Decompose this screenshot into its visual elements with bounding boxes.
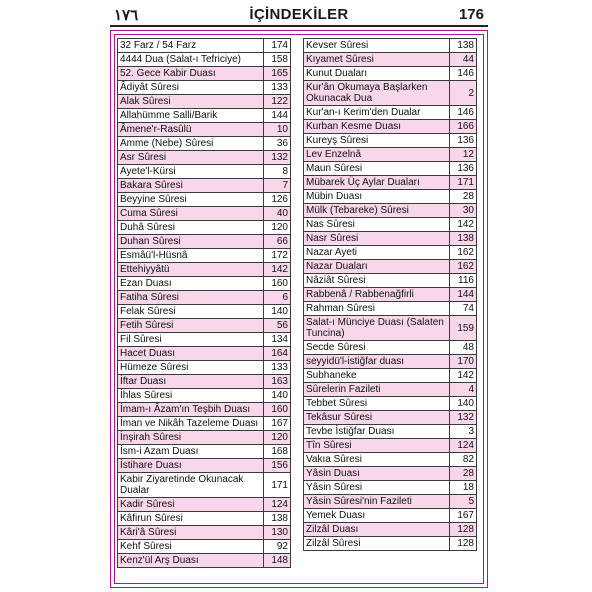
toc-entry-page: 142 — [457, 370, 474, 381]
toc-entry-page: 162 — [457, 247, 474, 258]
toc-entry-title: Tevbe İstiğfar Duası — [304, 425, 450, 438]
toc-entry-page: 160 — [271, 278, 288, 289]
toc-row — [118, 512, 290, 526]
toc-entry-title: Nâziât Sûresi — [304, 274, 450, 287]
toc-entry-title: Nas Sûresi — [304, 218, 450, 231]
toc-row — [304, 274, 476, 288]
toc-entry-title: Kâfirun Sûresi — [118, 512, 264, 525]
toc-entry-page: 146 — [457, 107, 474, 118]
toc-row — [304, 204, 476, 218]
toc-entry-page: 132 — [457, 412, 474, 423]
toc-entry-page: 156 — [271, 460, 288, 471]
toc-entry-page: 82 — [462, 454, 474, 465]
toc-entry-page: 48 — [462, 342, 474, 353]
toc-entry-title: Yemek Duası — [304, 509, 450, 522]
toc-entry-page: 18 — [462, 482, 474, 493]
toc-entry-page: 136 — [457, 135, 474, 146]
toc-entry-title: Nazar Ayeti — [304, 246, 450, 259]
page-title: İÇİNDEKİLER — [249, 6, 349, 23]
toc-entry-page: 140 — [457, 398, 474, 409]
toc-entry-page: 142 — [271, 264, 288, 275]
toc-entry-page: 10 — [276, 124, 288, 135]
toc-entry-title: Rabbenâ / Rabbenağfirli — [304, 288, 450, 301]
toc-row — [118, 305, 290, 319]
toc-entry-title: Asr Sûresi — [118, 151, 264, 164]
toc-row — [304, 134, 476, 148]
toc-row — [304, 106, 476, 120]
toc-entry-title: Kâri'â Sûresi — [118, 526, 264, 539]
toc-entry-title: Ettehiyyâtü — [118, 263, 264, 276]
toc-entry-title: Kureyş Sûresi — [304, 134, 450, 147]
toc-row — [304, 288, 476, 302]
toc-entry-title: İftar Duası — [118, 375, 264, 388]
toc-row — [118, 459, 290, 473]
toc-row — [304, 425, 476, 439]
toc-entry-page: 3 — [468, 426, 474, 437]
toc-entry-page: 159 — [457, 322, 474, 334]
toc-entry-page: 174 — [271, 40, 288, 51]
toc-entry-title: Kurban Kesme Duası — [304, 120, 450, 133]
toc-entry-page: 44 — [462, 54, 474, 65]
toc-row — [118, 473, 290, 498]
toc-entry-page: 144 — [271, 110, 288, 121]
toc-entry-page: 130 — [271, 527, 288, 538]
toc-entry-page: 148 — [271, 555, 288, 566]
toc-row — [304, 53, 476, 67]
toc-entry-page: 92 — [276, 541, 288, 552]
toc-entry-title: Esmâü'l-Hüsnâ — [118, 249, 264, 262]
toc-row — [118, 347, 290, 361]
toc-entry-page: 128 — [457, 538, 474, 549]
toc-row — [118, 361, 290, 375]
toc-entry-title: Kehf Sûresi — [118, 540, 264, 553]
toc-row — [304, 162, 476, 176]
toc-row — [304, 481, 476, 495]
toc-row — [118, 193, 290, 207]
toc-row — [118, 263, 290, 277]
toc-row — [304, 316, 476, 341]
toc-row — [304, 148, 476, 162]
toc-row — [118, 137, 290, 151]
toc-entry-title: Yâsin Sûresi — [304, 481, 450, 494]
toc-entry-title: Kur'ân Okumaya Başlarken Okunacak Dua — [304, 81, 450, 105]
toc-row — [118, 123, 290, 137]
toc-row — [304, 176, 476, 190]
toc-row — [304, 341, 476, 355]
toc-entry-page: 74 — [462, 303, 474, 314]
toc-row — [304, 355, 476, 369]
toc-entry-title: Mülk (Tebareke) Sûresi — [304, 204, 450, 217]
toc-entry-title: Kabir Ziyaretinde Okunacak Dualar — [118, 473, 264, 497]
toc-entry-title: Tekâsur Sûresi — [304, 411, 450, 424]
toc-entry-page: 142 — [457, 219, 474, 230]
toc-left-column — [117, 38, 291, 568]
toc-entry-title: 4444 Dua (Salat-ı Tefriciye) — [118, 53, 264, 66]
toc-entry-title: Sûrelerin Fazileti — [304, 383, 450, 396]
toc-entry-title: İsm-i Azam Duası — [118, 445, 264, 458]
toc-entry-page: 126 — [271, 194, 288, 205]
toc-row — [118, 249, 290, 263]
toc-entry-page: 171 — [271, 479, 288, 491]
header-rule — [110, 25, 488, 27]
toc-entry-page: 120 — [271, 222, 288, 233]
toc-row — [118, 375, 290, 389]
toc-entry-title: Rahman Sûresi — [304, 302, 450, 315]
toc-row — [304, 120, 476, 134]
toc-entry-page: 140 — [271, 390, 288, 401]
toc-right-column — [303, 38, 477, 551]
toc-entry-page: 168 — [271, 446, 288, 457]
toc-entry-page: 146 — [457, 68, 474, 79]
toc-entry-page: 66 — [276, 236, 288, 247]
toc-entry-page: 166 — [457, 121, 474, 132]
toc-row — [118, 319, 290, 333]
toc-entry-page: 162 — [457, 261, 474, 272]
toc-entry-title: Hacet Duası — [118, 347, 264, 360]
toc-entry-title: İman ve Nikâh Tazeleme Duası — [118, 417, 264, 430]
toc-row — [118, 498, 290, 512]
toc-entry-page: 6 — [282, 292, 288, 303]
toc-row — [304, 495, 476, 509]
toc-entry-page: 160 — [271, 404, 288, 415]
toc-row — [118, 165, 290, 179]
toc-entry-page: 133 — [271, 82, 288, 93]
toc-entry-page: 122 — [271, 96, 288, 107]
toc-entry-page: 116 — [458, 275, 474, 286]
toc-entry-title: Fil Sûresi — [118, 333, 264, 346]
toc-row — [118, 151, 290, 165]
toc-entry-title: İnşirah Sûresi — [118, 431, 264, 444]
toc-entry-title: Tebbet Sûresi — [304, 397, 450, 410]
toc-row — [118, 291, 290, 305]
toc-entry-page: 167 — [457, 510, 474, 521]
toc-row — [118, 179, 290, 193]
toc-entry-title: Âdiyât Sûresi — [118, 81, 264, 94]
toc-entry-page: 56 — [276, 320, 288, 331]
toc-entry-page: 138 — [457, 40, 474, 51]
toc-row — [304, 302, 476, 316]
toc-entry-title: Amme (Nebe) Sûresi — [118, 137, 264, 150]
toc-entry-page: 120 — [271, 432, 288, 443]
toc-entry-title: seyyidü'l-istiğfar duası — [304, 355, 450, 368]
page-number-arabic: ١٧٦ — [114, 6, 139, 24]
toc-row — [304, 467, 476, 481]
toc-row — [118, 540, 290, 554]
toc-entry-page: 144 — [457, 289, 474, 300]
toc-entry-title: Beyyine Sûresi — [118, 193, 264, 206]
toc-entry-page: 164 — [271, 348, 288, 359]
toc-entry-page: 8 — [282, 166, 288, 177]
toc-entry-page: 170 — [457, 356, 474, 367]
toc-entry-title: Nazar Duaları — [304, 260, 450, 273]
toc-row — [304, 218, 476, 232]
toc-entry-title: Nasr Sûresi — [304, 232, 450, 245]
toc-entry-title: Mübarek Üç Aylar Duaları — [304, 176, 450, 189]
toc-entry-title: Hümeze Sûresi — [118, 361, 264, 374]
toc-entry-page: 134 — [271, 334, 288, 345]
toc-entry-title: Kadir Sûresi — [118, 498, 264, 511]
toc-entry-page: 7 — [282, 180, 288, 191]
toc-entry-title: İmam-ı Âzam'ın Teşbih Duası — [118, 403, 264, 416]
toc-row — [304, 67, 476, 81]
toc-entry-title: Vakıa Sûresi — [304, 453, 450, 466]
toc-entry-title: Ezan Duası — [118, 277, 264, 290]
toc-entry-page: 140 — [271, 306, 288, 317]
toc-entry-title: Tîn Sûresi — [304, 439, 450, 452]
toc-row — [118, 67, 290, 81]
toc-row — [304, 246, 476, 260]
toc-entry-page: 138 — [271, 513, 288, 524]
toc-row — [118, 235, 290, 249]
toc-entry-title: Fatiha Sûresi — [118, 291, 264, 304]
toc-entry-title: Âmene'r-Rasûlü — [118, 123, 264, 136]
toc-row — [304, 523, 476, 537]
toc-entry-title: Allahümme Salli/Barik — [118, 109, 264, 122]
toc-row — [118, 403, 290, 417]
toc-row — [304, 232, 476, 246]
toc-entry-title: Duhan Sûresi — [118, 235, 264, 248]
toc-entry-title: İstihare Duası — [118, 459, 264, 472]
toc-entry-page: 12 — [462, 149, 474, 160]
toc-row — [304, 260, 476, 274]
toc-row — [304, 369, 476, 383]
toc-entry-title: Mübin Duası — [304, 190, 450, 203]
toc-row — [304, 439, 476, 453]
toc-row — [304, 509, 476, 523]
toc-entry-title: Zilzâl Duası — [304, 523, 450, 536]
toc-row — [304, 537, 476, 550]
toc-row — [118, 277, 290, 291]
toc-entry-page: 28 — [462, 468, 474, 479]
toc-entry-title: Zilzâl Sûresi — [304, 537, 450, 550]
toc-entry-page: 165 — [271, 68, 288, 79]
toc-entry-title: Bakara Sûresi — [118, 179, 264, 192]
toc-entry-title: 52. Gece Kabir Duası — [118, 67, 264, 80]
toc-entry-page: 136 — [457, 163, 474, 174]
toc-row — [118, 207, 290, 221]
toc-entry-page: 167 — [271, 418, 288, 429]
toc-entry-page: 36 — [276, 138, 288, 149]
toc-entry-title: 32 Farz / 54 Farz — [118, 39, 264, 52]
toc-entry-page: 124 — [457, 440, 474, 451]
toc-entry-page: 163 — [271, 376, 288, 387]
toc-entry-title: Salat-ı Münciye Duası (Salaten Tuncina) — [304, 316, 450, 340]
toc-row — [118, 526, 290, 540]
toc-entry-title: Yâsin Duası — [304, 467, 450, 480]
toc-row — [304, 383, 476, 397]
toc-entry-page: 172 — [271, 250, 288, 261]
toc-entry-title: Kenz'ül Arş Duası — [118, 554, 264, 567]
toc-row — [118, 53, 290, 67]
toc-entry-page: 2 — [468, 87, 474, 99]
toc-entry-page: 132 — [271, 152, 288, 163]
toc-row — [118, 95, 290, 109]
toc-entry-title: Kevser Sûresi — [304, 39, 450, 52]
toc-entry-page: 5 — [468, 496, 474, 507]
toc-row — [304, 397, 476, 411]
toc-row — [304, 453, 476, 467]
page-number: 176 — [458, 6, 484, 23]
toc-entry-title: Kur'an-ı Kerim'den Dualar — [304, 106, 450, 119]
toc-entry-title: Felak Sûresi — [118, 305, 264, 318]
toc-entry-title: Maun Sûresi — [304, 162, 450, 175]
toc-entry-title: Ayete'l-Kürsi — [118, 165, 264, 178]
toc-entry-page: 128 — [457, 524, 474, 535]
toc-entry-page: 40 — [276, 208, 288, 219]
toc-entry-title: Secde Sûresi — [304, 341, 450, 354]
toc-row — [118, 445, 290, 459]
toc-entry-title: Duhâ Sûresi — [118, 221, 264, 234]
toc-entry-title: Fetih Sûresi — [118, 319, 264, 332]
toc-entry-title: Alak Sûresi — [118, 95, 264, 108]
toc-entry-page: 158 — [271, 54, 288, 65]
toc-entry-title: Kıyamet Sûresi — [304, 53, 450, 66]
toc-entry-title: Kunut Duaları — [304, 67, 450, 80]
toc-entry-page: 28 — [462, 191, 474, 202]
toc-row — [304, 81, 476, 106]
toc-row — [118, 554, 290, 567]
toc-entry-title: Cuma Sûresi — [118, 207, 264, 220]
toc-entry-page: 30 — [462, 205, 474, 216]
toc-entry-title: Subhaneke — [304, 369, 450, 382]
toc-entry-page: 124 — [271, 499, 288, 510]
toc-entry-page: 133 — [271, 362, 288, 373]
toc-entry-page: 138 — [457, 233, 474, 244]
toc-row — [118, 39, 290, 53]
toc-row — [118, 81, 290, 95]
toc-row — [118, 431, 290, 445]
toc-entry-title: Yâsin Sûresi'nin Fazileti — [304, 495, 450, 508]
toc-row — [118, 389, 290, 403]
toc-row — [118, 417, 290, 431]
toc-entry-page: 4 — [468, 384, 474, 395]
toc-row — [118, 109, 290, 123]
toc-row — [304, 39, 476, 53]
toc-row — [304, 190, 476, 204]
toc-row — [118, 333, 290, 347]
toc-row — [118, 221, 290, 235]
toc-row — [304, 411, 476, 425]
toc-entry-page: 171 — [457, 177, 474, 188]
toc-entry-title: İhlas Sûresi — [118, 389, 264, 402]
toc-entry-title: Lev Enzelnâ — [304, 148, 450, 161]
